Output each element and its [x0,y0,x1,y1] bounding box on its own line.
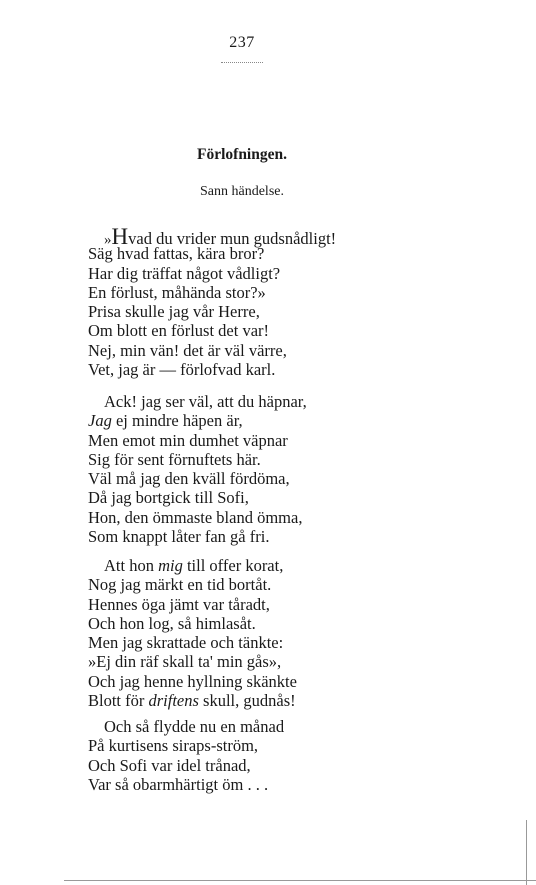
page-bottom-edge [64,880,536,881]
verse-line: Sig för sent förnuftets här. [88,449,261,469]
verse-line: Och jag henne hyllning skänkte [88,671,297,691]
verse-line: Nej, min vän! det är väl värre, [88,340,287,360]
verse-line-text: Att hon [104,556,159,575]
stanza-1 [88,225,388,379]
verse-line: Ack! jag ser väl, att du häpnar, [104,392,307,411]
verse-line: Men jag skrattade och tänkte: [88,633,284,653]
verse-line: Nog jag märkt en tid bortåt. [88,575,272,595]
verse-line: Prisa skulle jag vår Herre, [88,302,260,322]
page-right-edge [526,820,527,885]
verse-line: Då jag bortgick till Sofi, [88,488,249,508]
emphasis-text: Jag [88,411,112,431]
verse-line: Som knappt låter fan gå fri. [88,527,270,547]
verse-line: Hennes öga jämt var tåradt, [88,594,270,614]
verse-line-text: till offer korat, [182,556,284,575]
page-number: 237 [229,34,255,51]
page-number-rule [221,62,263,63]
verse-line: Och så flydde nu en månad [104,717,285,736]
verse-line: Var så obarmhärtigt öm . . . [88,774,269,794]
verse-line: Hon, den ömmaste bland ömma, [88,507,303,527]
verse-line-text: vad du vrider mun gudsnådligt! [128,229,337,248]
verse-line: Säg hvad fattas, kära bror? [88,244,265,264]
drop-cap: H [111,224,129,249]
verse-line: Om blott en förlust det var! [88,321,270,341]
opening-quote-mark: » [104,232,112,248]
verse-line: Men emot min dumhet väpnar [88,430,288,450]
stanza-2 [88,392,388,546]
verse-line-text: ej mindre häpen är, [111,411,243,431]
verse-line: Har dig träffat något vådligt? [88,263,281,283]
verse-line [88,556,388,575]
emphasis-text: driftens [148,691,199,711]
verse-line: Väl må jag den kväll fördöma, [88,469,290,489]
stanza-3 [88,556,388,710]
emphasis-text: mig [158,556,183,575]
verse-line: Och hon log, så himlasåt. [88,613,256,633]
verse-line: Och Sofi var idel trånad, [88,755,251,775]
stanza-4 [88,717,388,794]
verse-line: Vet, jag är — förlofvad karl. [88,360,276,380]
poem-title: Förlofningen. [197,146,287,163]
verse-line: En förlust, måhända stor?» [88,282,266,302]
verse-line-text: Blott för [88,691,149,711]
verse-line [88,411,388,430]
verse-line: På kurtisens siraps-ström, [88,736,259,756]
verse-line [88,224,388,249]
poem-subtitle: Sann händelse. [200,184,284,199]
verse-line [88,691,388,710]
verse-line-text: skull, gudnås! [198,691,296,711]
verse-line: »Ej din räf skall ta' min gås», [88,652,282,672]
